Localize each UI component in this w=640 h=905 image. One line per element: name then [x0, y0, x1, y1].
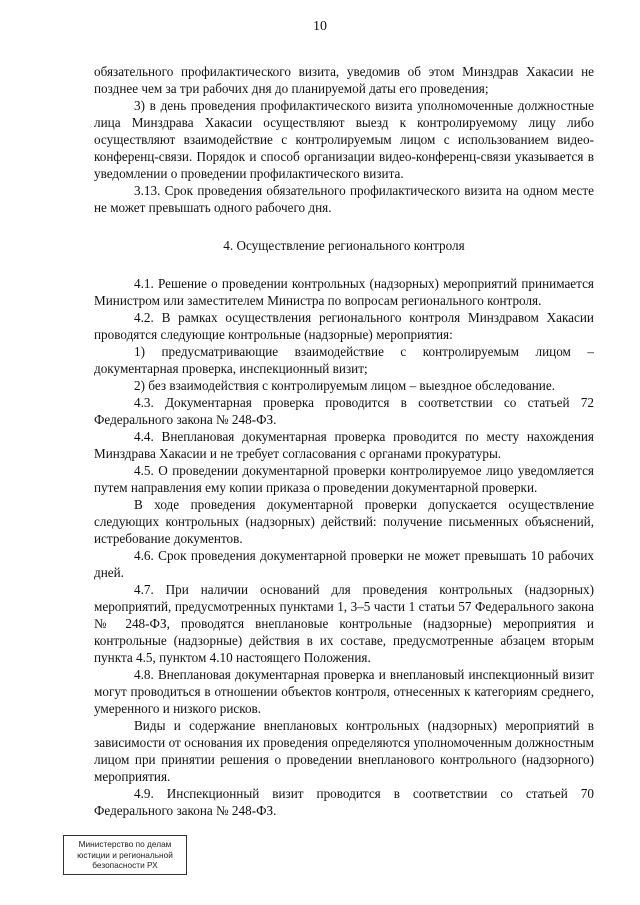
paragraph-4-5: 4.5. О проведении документарной проверки контролируемое лицо уведомляется путем направления ему копии приказа о проведении документарной проверки.	[94, 463, 594, 495]
document-body	[94, 63, 594, 819]
paragraph-3-13: 3.13. Срок проведения обязательного профилактического визита на одном месте не может превышать одного рабочего дня.	[94, 183, 594, 215]
paragraph-4-6: 4.6. Срок проведения документарной проверки не может превышать 10 рабочих дней.	[94, 548, 594, 580]
paragraph-4-2-item-1: 1) предусматривающие взаимодействие с контролируемым лицом – документарная проверка, инспекционный визит;	[94, 344, 594, 376]
paragraph-4-5-actions: В ходе проведения документарной проверки допускается осуществление следующих контрольных (надзорных) действий: получение письменных объяснений, истребование документов.	[94, 497, 594, 546]
paragraph-4-9: 4.9. Инспекционный визит проводится в соответствии со статьей 70 Федерального закона № 248-ФЗ.	[94, 786, 594, 818]
page-number: 10	[313, 19, 327, 34]
paragraph-4-2-item-2: 2) без взаимодействия с контролируемым лицом – выездное обследование.	[134, 378, 555, 393]
paragraph-4-1: 4.1. Решение о проведении контрольных (надзорных) мероприятий принимается Министром или заместителем Министра по вопросам регионального контроля.	[94, 276, 594, 308]
stamp-line: юстиции и региональной	[77, 849, 173, 860]
paragraph-4-8: 4.8. Внеплановая документарная проверка и внеплановый инспекционный визит могут проводиться в отношении объектов контроля, отнесенных к категориям среднего, умеренного и низкого рисков.	[94, 667, 594, 716]
stamp-line: безопасности РХ	[92, 860, 158, 870]
paragraph-4-3: 4.3. Документарная проверка проводится в соответствии со статьей 72 Федерального закона № 248-ФЗ.	[94, 395, 594, 427]
paragraph-continuation: обязательного профилактического визита, уведомив об этом Минздрав Хакасии не позднее чем за три рабочих дня до планируемой даты его проведения;	[94, 64, 594, 96]
paragraph-4-7: 4.7. При наличии оснований для проведения контрольных (надзорных) мероприятий, предусмотренных пунктами 1, 3–5 части 1 статьи 57 Федерального закона № 248-ФЗ, проводятся внеплановые контрольные (надзорные) мероприятия и контрольные (надзорные) действия в их составе, предусмотренные абзацем вторым пункта 4.5, пунктом 4.10 настоящего Положения.	[94, 582, 594, 665]
stamp-line: Министерство по делам	[78, 839, 172, 849]
ministry-stamp	[63, 835, 187, 875]
paragraph-4-4: 4.4. Внеплановая документарная проверка проводится по месту нахождения Минздрава Хакасии и не требует согласования с органами прокуратуры.	[94, 429, 594, 461]
paragraph-4-2: 4.2. В рамках осуществления регионального контроля Минздравом Хакасии проводятся следующие контрольные (надзорные) мероприятия:	[94, 310, 594, 342]
section-heading: 4. Осуществление регионального контроля	[223, 238, 465, 253]
paragraph-4-8-types: Виды и содержание внеплановых контрольных (надзорных) мероприятий в зависимости от основания их проведения определяются уполномоченным должностным лицом при принятии решения о проведении внепланового контрольного (надзорного) мероприятия.	[94, 718, 594, 784]
paragraph-item-3: 3) в день проведения профилактического визита уполномоченные должностные лица Минздрава Хакасии осуществляют выезд к контролируемому лицу либо осуществляют взаимодействие с контролируемым лицом с использованием видео-конференц-связи. Порядок и способ организации видео-конференц-связи указывается в уведомлении о проведении профилактического визита.	[94, 98, 594, 181]
